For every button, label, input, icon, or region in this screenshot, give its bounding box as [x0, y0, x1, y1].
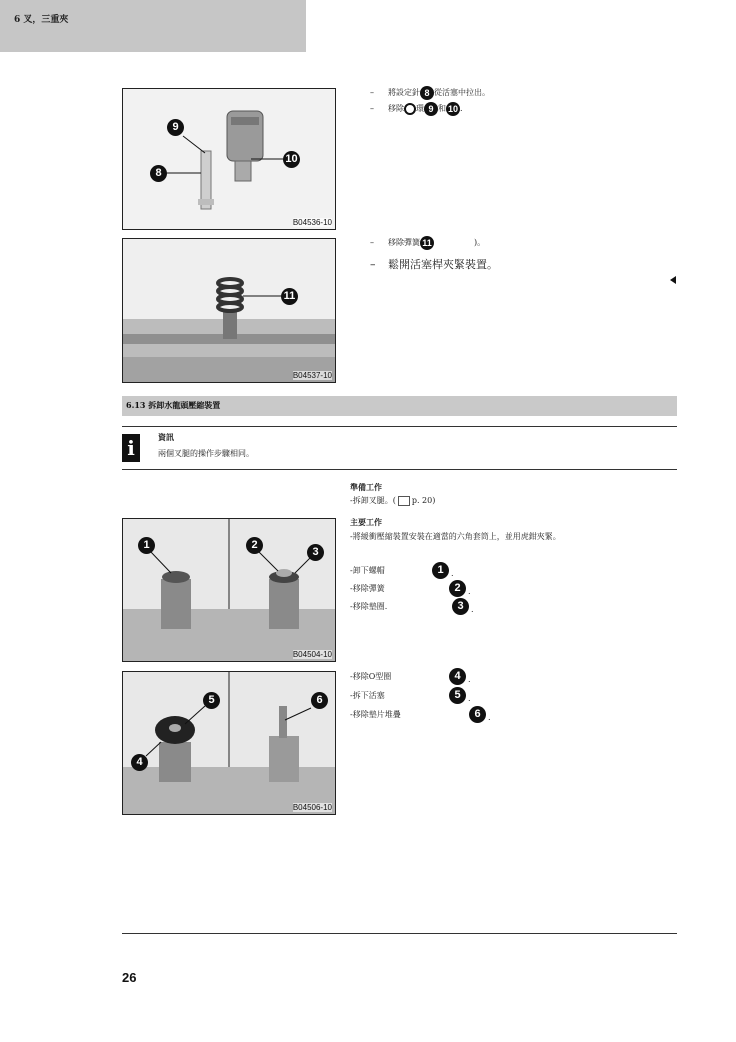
callout-2: 2 [449, 580, 466, 597]
page-number: 26 [122, 970, 137, 985]
callout-1: 1 [432, 562, 449, 579]
callout-5: 5 [449, 687, 466, 704]
divider [122, 469, 677, 470]
info-icon: i [122, 434, 140, 462]
callout-10: 10 [447, 104, 458, 114]
figure-code: B04504-10 [292, 650, 332, 659]
list-item: -移除墊圈. [350, 602, 388, 611]
figure-nut-spring-washer [122, 518, 336, 662]
figure-code: B04506-10 [292, 803, 332, 812]
period: . [451, 569, 454, 578]
period: . [468, 694, 471, 703]
chapter-header [0, 0, 306, 52]
list-item: -拆下活塞 [350, 691, 385, 700]
info-heading: 資訊 [158, 432, 174, 442]
callout-9: 9 [167, 119, 184, 136]
callout-4: 4 [449, 668, 466, 685]
figure-photo [123, 89, 335, 229]
section-heading [122, 396, 677, 416]
period: . [468, 675, 471, 684]
figure-photo [123, 519, 335, 661]
callout-11: 11 [420, 236, 434, 250]
figure-code: B04537-10 [292, 371, 332, 380]
figure-oring-piston-shims [122, 671, 336, 815]
info-text: 兩個叉腿的操作步驟相同。 [158, 449, 254, 458]
callout-6: 6 [311, 692, 328, 709]
callout-11: 11 [281, 288, 298, 305]
step-remove-rings: – 移除 環 9 和 10 . [370, 104, 463, 114]
reference-icon [398, 496, 410, 506]
period: . [488, 713, 491, 722]
main-heading: 主要工作 [350, 517, 382, 527]
list-item: -移除彈簧 [350, 584, 385, 593]
figure-spring-removal [122, 238, 336, 383]
figure-code: B04536-10 [292, 218, 332, 227]
callout-10: 10 [283, 151, 300, 168]
figure-photo [123, 672, 335, 814]
callout-3: 3 [452, 598, 469, 615]
divider [122, 426, 677, 427]
callout-2: 2 [246, 537, 263, 554]
callout-4: 4 [131, 754, 148, 771]
callout-5: 5 [203, 692, 220, 709]
main-intro: -將緩衝壓縮裝置安裝在適當的六角套筒上，並用虎鉗夾緊。 [350, 532, 561, 541]
callout-9: 9 [424, 102, 438, 116]
step-remove-spring: – 移除彈簧 11 )。 [370, 238, 486, 248]
period: . [471, 605, 474, 614]
callout-6: 6 [469, 706, 486, 723]
list-item: -卸下螺帽 [350, 566, 385, 575]
step-remove-pin: – 將設定針 8 從活塞中拉出。 [370, 88, 490, 98]
prep-heading: 準備工作 [350, 482, 382, 492]
footer-divider [122, 933, 677, 934]
list-item: -移除O型圈 [350, 672, 392, 681]
section-title: 6.13 拆卸水龍頭壓縮裝置 [126, 400, 221, 410]
figure-setting-pin [122, 88, 336, 230]
callout-8: 8 [150, 165, 167, 182]
list-item: -移除墊片堆疊 [350, 710, 401, 719]
prep-item: -拆卸叉腿。( p. 20) [350, 496, 436, 505]
callout-3: 3 [307, 544, 324, 561]
end-marker-icon [670, 276, 676, 284]
chapter-title: 6 叉，三重夾 [14, 15, 69, 25]
callout-1: 1 [138, 537, 155, 554]
o-ring-symbol-icon [404, 103, 416, 115]
step-release-clamp: – 鬆開活塞桿夾緊裝置。 [370, 258, 498, 271]
figure-photo [123, 239, 335, 382]
period: . [468, 587, 471, 596]
callout-8: 8 [420, 86, 434, 100]
